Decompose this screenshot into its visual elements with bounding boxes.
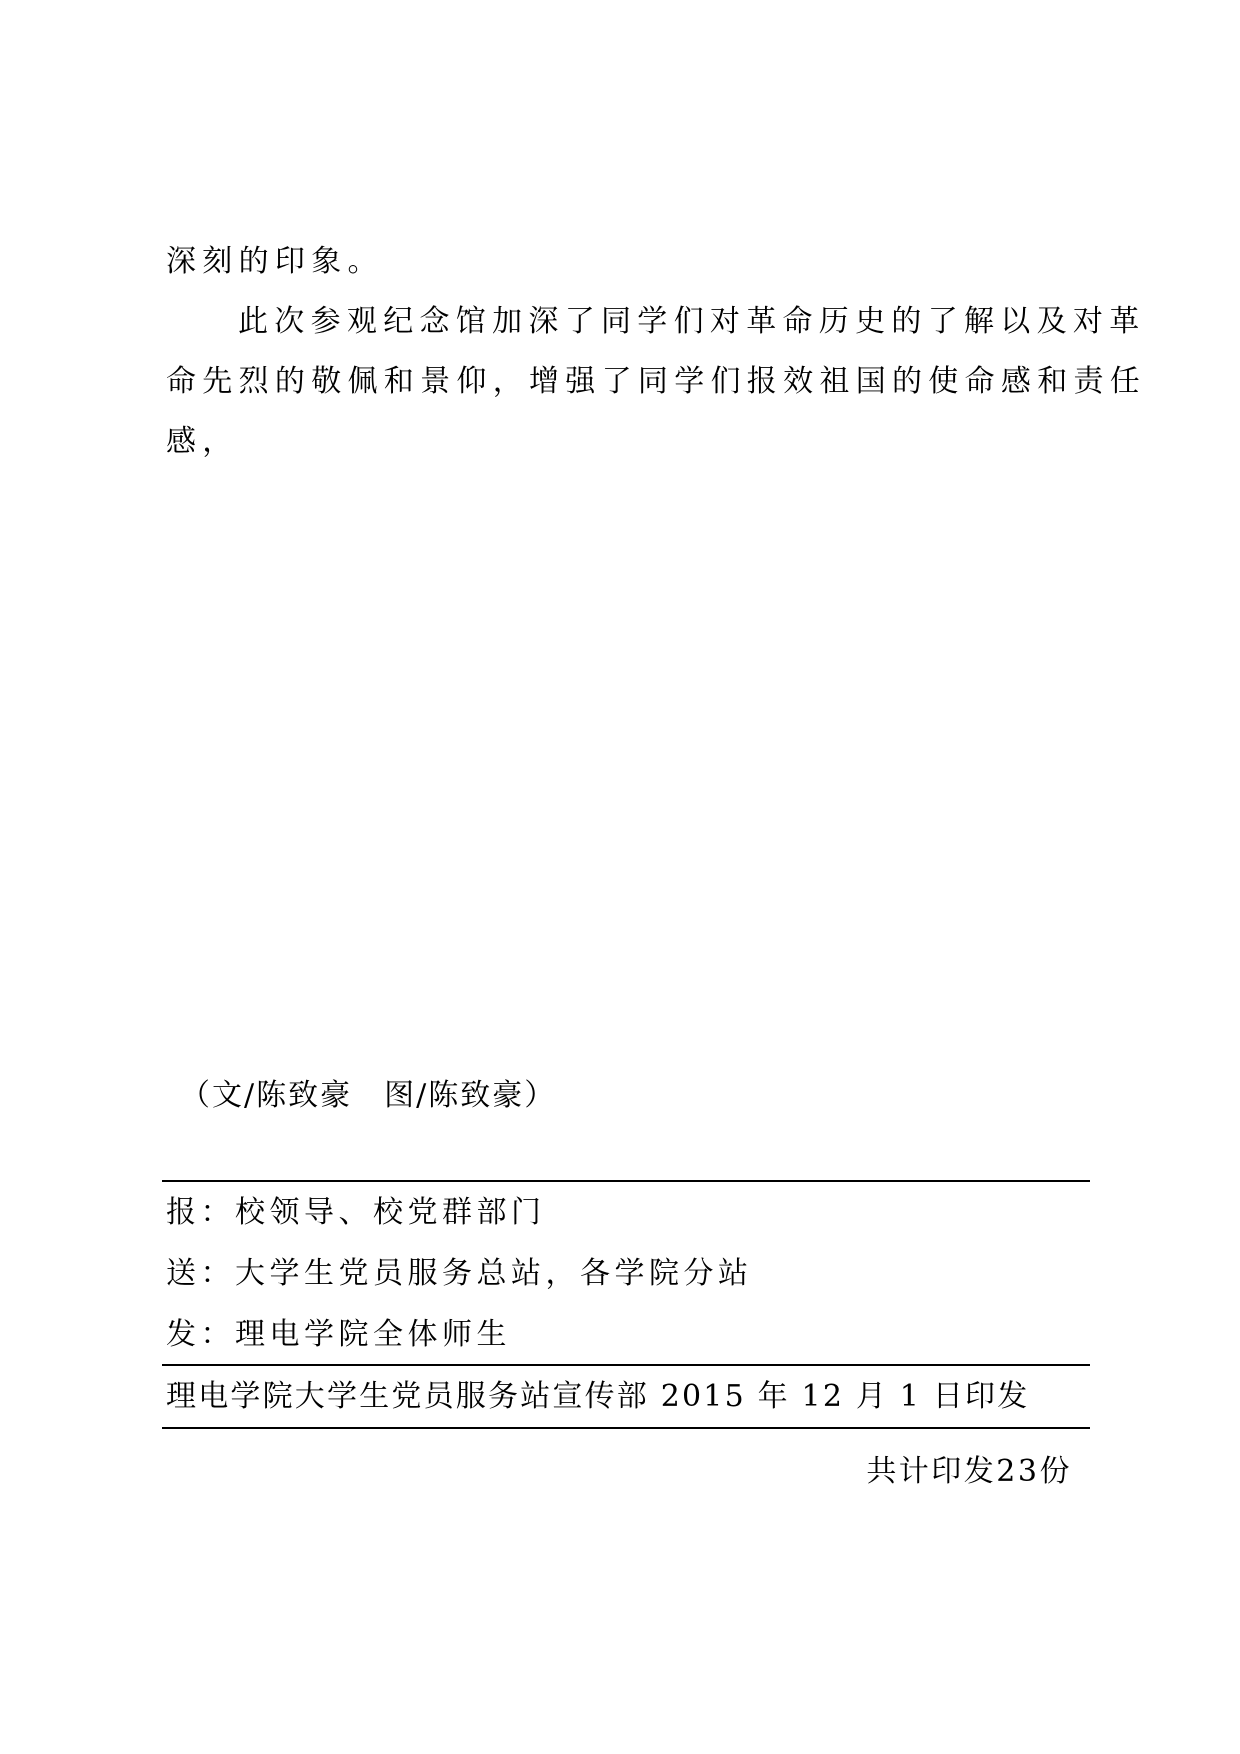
- divider-bottom: [162, 1427, 1090, 1429]
- paragraph-visit-summary: [166, 292, 1147, 472]
- author-credit: （文/陈致豪 图/陈致豪）: [180, 1078, 557, 1113]
- paragraph-line: 深刻的印象。: [166, 244, 384, 279]
- paragraph-line: 此次参观纪念馆加深了同学们对革命历史的了解以及对革: [238, 304, 1146, 339]
- paragraph-continued: [166, 232, 1072, 292]
- paragraph-line: 感，: [166, 424, 239, 459]
- paragraph-line: 命先烈的敬佩和景仰，增强了同学们报效祖国的使命感和责任: [166, 364, 1147, 399]
- copies-count: 共计印发23份: [866, 1454, 1072, 1489]
- divider-middle: [162, 1364, 1090, 1366]
- report-to-line: 报：校领导、校党群部门: [166, 1195, 546, 1230]
- issued-by-line: 理电学院大学生党员服务站宣传部 2015 年 12 月 1 日印发: [166, 1379, 1030, 1414]
- issue-to-line: 发：理电学院全体师生: [166, 1317, 511, 1352]
- divider-top: [162, 1180, 1090, 1182]
- send-to-line: 送：大学生党员服务总站，各学院分站: [166, 1256, 753, 1291]
